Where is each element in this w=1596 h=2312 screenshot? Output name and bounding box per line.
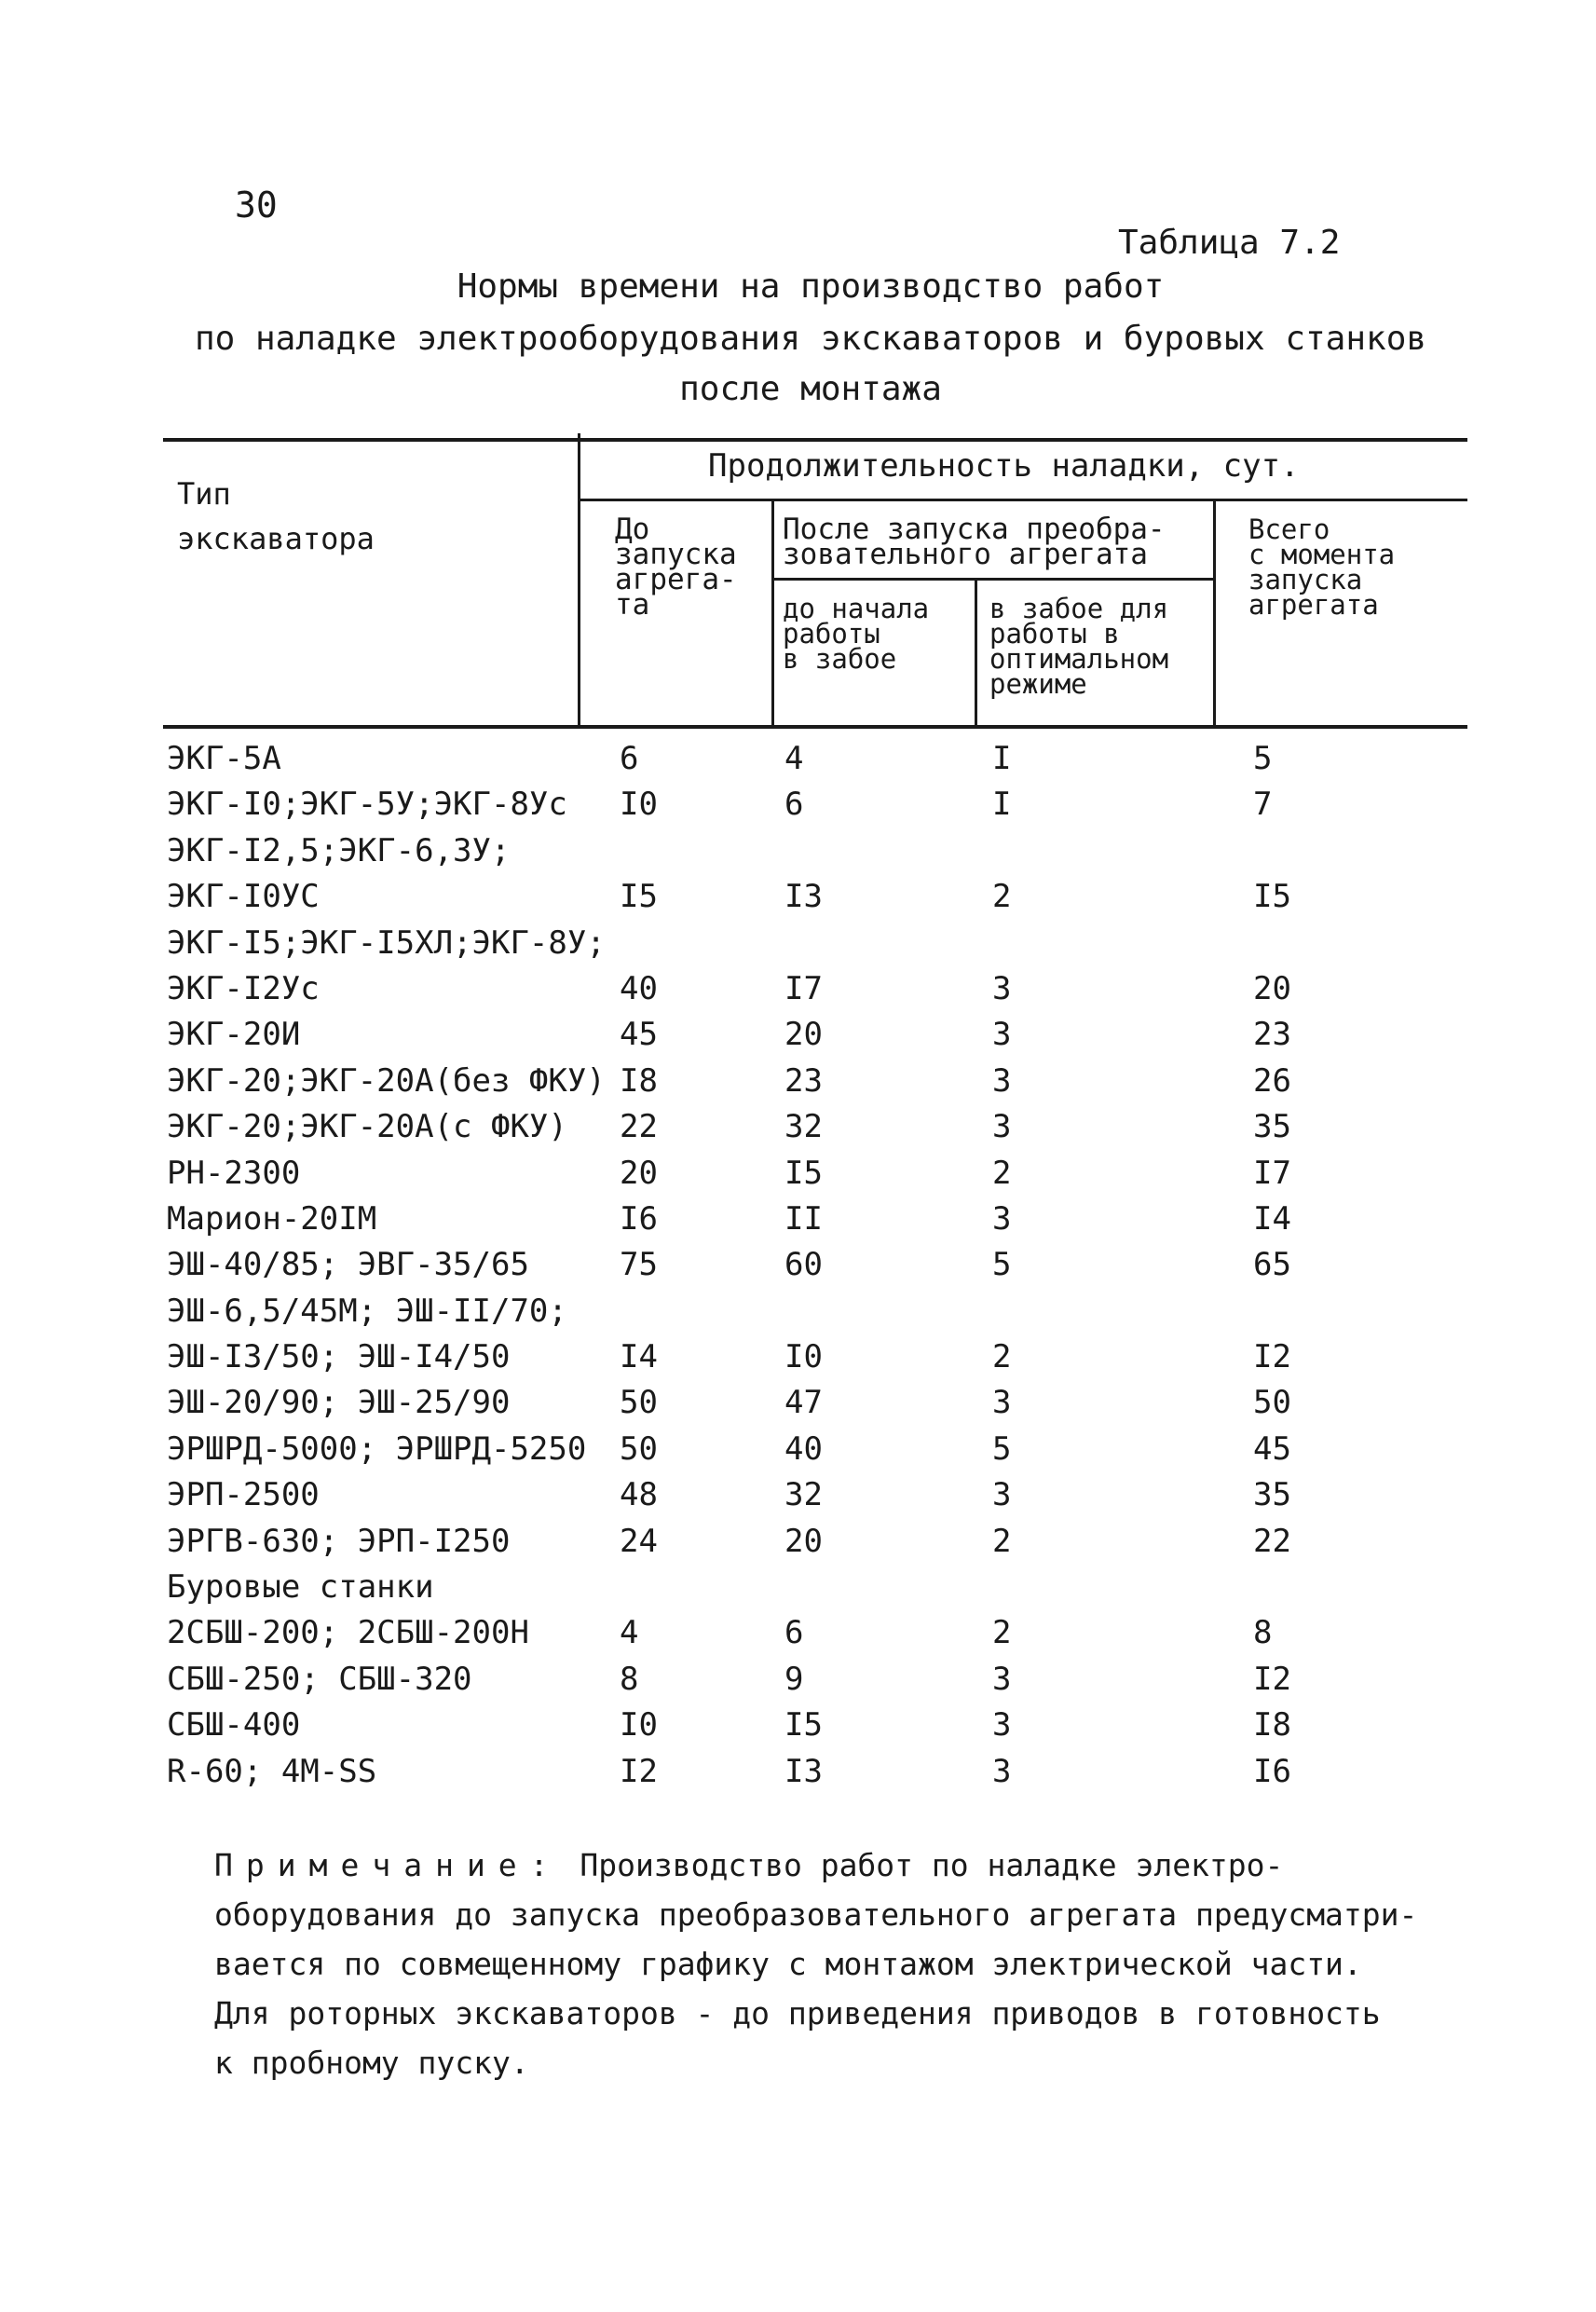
cell-optimal: 3 [992, 1016, 1012, 1054]
cell-optimal: 3 [992, 1061, 1012, 1100]
cell-before-launch: I8 [620, 1061, 658, 1100]
cell-type: СБШ-400 [167, 1706, 301, 1744]
table-row [163, 1519, 1467, 1565]
cell-optimal: 5 [992, 1430, 1012, 1468]
cell-optimal: I [992, 786, 1012, 824]
table-row [163, 1657, 1467, 1703]
cell-type: ЭРШРД-5000; ЭРШРД-5250 [167, 1430, 587, 1468]
table-row [163, 1151, 1467, 1197]
cell-total: I4 [1253, 1199, 1291, 1238]
cell-before-launch: I2 [620, 1752, 658, 1790]
table-title-line-1: Нормы времени на производство работ [457, 267, 1165, 306]
table-title-line-2: по наладке электрооборудования экскаваторов и буровых станков [194, 320, 1427, 358]
header-divider-after [1213, 500, 1216, 727]
note-text-line-5: к пробному пуску. [214, 2045, 529, 2081]
table-row [163, 1242, 1467, 1288]
table-row [163, 1334, 1467, 1380]
cell-to-start: 20 [784, 1522, 823, 1560]
cell-type: Марион-20IМ [167, 1199, 377, 1238]
cell-to-start: I5 [784, 1706, 823, 1744]
cell-to-start: I3 [784, 1752, 823, 1790]
header-divider-before [771, 500, 774, 727]
cell-optimal: 3 [992, 1108, 1012, 1146]
table-body [163, 736, 1467, 1795]
cell-total: 35 [1253, 1476, 1291, 1514]
table-row [163, 966, 1467, 1012]
table-row [163, 1749, 1467, 1795]
cell-optimal: 3 [992, 969, 1012, 1007]
table-row [163, 1703, 1467, 1748]
header-duration-rule [578, 499, 1467, 501]
cell-type: ЭКГ-20;ЭКГ-20А(с ФКУ) [167, 1108, 567, 1146]
cell-total: 35 [1253, 1108, 1291, 1146]
cell-before-launch: I6 [620, 1199, 658, 1238]
cell-before-launch: 45 [620, 1016, 658, 1054]
cell-optimal: 3 [992, 1199, 1012, 1238]
note-text-line-3: вается по совмещенному графику с монтажом электрической части. [214, 1946, 1362, 1982]
table-row [163, 782, 1467, 828]
cell-type: ЭРП-2500 [167, 1476, 320, 1514]
cell-to-start: 47 [784, 1384, 823, 1422]
cell-before-launch: 22 [620, 1108, 658, 1146]
cell-to-start: 4 [784, 740, 804, 777]
header-duration: Продолжительность наладки, сут. [708, 447, 1300, 485]
cell-to-start: I0 [784, 1338, 823, 1376]
note-text-line-2: оборудования до запуска преобразовательного агрегата предусматри- [214, 1896, 1418, 1933]
table-row [163, 1012, 1467, 1058]
cell-optimal: 2 [992, 878, 1012, 916]
cell-total: 5 [1253, 740, 1273, 777]
cell-to-start: II [784, 1199, 823, 1238]
cell-optimal: 2 [992, 1338, 1012, 1376]
cell-type: ЭКГ-I2Ус [167, 969, 320, 1007]
cell-type: R-60; 4М-SS [167, 1752, 377, 1790]
cell-to-start: 32 [784, 1476, 823, 1514]
cell-to-start: 6 [784, 786, 804, 824]
cell-optimal: 3 [992, 1384, 1012, 1422]
table-label: Таблица 7.2 [1118, 224, 1341, 262]
cell-type: ЭКГ-I2,5;ЭКГ-6,3У; [167, 831, 511, 869]
header-total: Всего с момента запуска агрегата [1248, 513, 1396, 621]
header-after-launch-rule [771, 578, 1215, 581]
cell-total: I5 [1253, 878, 1291, 916]
cell-optimal: 2 [992, 1614, 1012, 1652]
cell-optimal: 2 [992, 1154, 1012, 1192]
table-row [163, 874, 1467, 920]
cell-optimal: I [992, 740, 1012, 777]
header-top-rule [163, 438, 1467, 442]
cell-total: 7 [1253, 786, 1273, 824]
header-to-start: до начала работы в забое [783, 593, 930, 675]
cell-before-launch: 8 [620, 1660, 639, 1698]
header-divider-type [578, 433, 580, 727]
cell-optimal: 2 [992, 1522, 1012, 1560]
header-optimal: в забое для работы в оптимальном режиме [989, 593, 1169, 700]
cell-type: ЭШ-I3/50; ЭШ-I4/50 [167, 1338, 511, 1376]
cell-before-launch: 48 [620, 1476, 658, 1514]
cell-total: 45 [1253, 1430, 1291, 1468]
table-row [163, 1472, 1467, 1518]
cell-total: I2 [1253, 1660, 1291, 1698]
note-label: Примечание: [214, 1847, 562, 1883]
cell-before-launch: 50 [620, 1384, 658, 1422]
cell-optimal: 5 [992, 1246, 1012, 1284]
cell-total: 8 [1253, 1614, 1273, 1652]
cell-before-launch: I4 [620, 1338, 658, 1376]
cell-to-start: 60 [784, 1246, 823, 1284]
cell-before-launch: 75 [620, 1246, 658, 1284]
header-after-launch: После запуска преобра- зовательного агрегата [783, 513, 1166, 571]
table-title-line-3: после монтажа [679, 370, 942, 408]
cell-optimal: 3 [992, 1476, 1012, 1514]
cell-before-launch: 50 [620, 1430, 658, 1468]
cell-optimal: 3 [992, 1706, 1012, 1744]
cell-total: 50 [1253, 1384, 1291, 1422]
cell-type: СБШ-250; СБШ-320 [167, 1660, 472, 1698]
cell-before-launch: I0 [620, 786, 658, 824]
cell-total: 23 [1253, 1016, 1291, 1054]
table-row [163, 1565, 1467, 1610]
cell-to-start: I3 [784, 878, 823, 916]
table-row [163, 1427, 1467, 1472]
cell-optimal: 3 [992, 1660, 1012, 1698]
cell-to-start: 40 [784, 1430, 823, 1468]
cell-type: Буровые станки [167, 1568, 434, 1607]
cell-total: I7 [1253, 1154, 1291, 1192]
cell-type: ЭКГ-I5;ЭКГ-I5ХЛ;ЭКГ-8У; [167, 923, 606, 962]
cell-type: ЭШ-6,5/45М; ЭШ-II/70; [167, 1292, 567, 1330]
note-text-line-1: Производство работ по наладке электро- [580, 1847, 1284, 1883]
table-row [163, 1610, 1467, 1656]
cell-type: ЭШ-40/85; ЭВГ-35/65 [167, 1246, 529, 1284]
cell-before-launch: 4 [620, 1614, 639, 1652]
cell-before-launch: I5 [620, 878, 658, 916]
cell-total: 65 [1253, 1246, 1291, 1284]
cell-type: ЭКГ-20;ЭКГ-20А(без ФКУ) [167, 1061, 606, 1100]
table-row [163, 1059, 1467, 1104]
table-row [163, 736, 1467, 782]
cell-to-start: 32 [784, 1108, 823, 1146]
cell-before-launch: 24 [620, 1522, 658, 1560]
header-bottom-rule [163, 725, 1467, 729]
cell-type: ЭКГ-5А [167, 740, 281, 777]
cell-type: ЭРГВ-630; ЭРП-I250 [167, 1522, 511, 1560]
note-text-line-4: Для роторных экскаваторов - до приведения приводов в готовность [214, 1995, 1381, 2032]
cell-total: I8 [1253, 1706, 1291, 1744]
cell-to-start: 9 [784, 1660, 804, 1698]
table-row [163, 828, 1467, 874]
header-divider-start [975, 578, 977, 727]
cell-total: 26 [1253, 1061, 1291, 1100]
table-row [163, 1104, 1467, 1150]
cell-type: РН-2300 [167, 1154, 301, 1192]
table-row [163, 1289, 1467, 1334]
cell-type: ЭКГ-I0;ЭКГ-5У;ЭКГ-8Ус [167, 786, 567, 824]
cell-before-launch: 20 [620, 1154, 658, 1192]
header-before-launch: До запуска агрега- та [615, 513, 737, 622]
table-row [163, 921, 1467, 966]
cell-total: 22 [1253, 1522, 1291, 1560]
cell-before-launch: 40 [620, 969, 658, 1007]
cell-to-start: 23 [784, 1061, 823, 1100]
cell-before-launch: I0 [620, 1706, 658, 1744]
page-number: 30 [235, 185, 278, 226]
cell-to-start: 20 [784, 1016, 823, 1054]
cell-to-start: I5 [784, 1154, 823, 1192]
cell-to-start: 6 [784, 1614, 804, 1652]
cell-optimal: 3 [992, 1752, 1012, 1790]
cell-total: I6 [1253, 1752, 1291, 1790]
table-note [214, 1840, 1425, 2087]
cell-type: ЭШ-20/90; ЭШ-25/90 [167, 1384, 511, 1422]
cell-type: ЭКГ-20И [167, 1016, 301, 1054]
cell-type: ЭКГ-I0УС [167, 878, 320, 916]
cell-type: 2СБШ-200; 2СБШ-200Н [167, 1614, 529, 1652]
cell-total: I2 [1253, 1338, 1291, 1376]
cell-to-start: I7 [784, 969, 823, 1007]
table-row [163, 1197, 1467, 1242]
cell-before-launch: 6 [620, 740, 639, 777]
cell-total: 20 [1253, 969, 1291, 1007]
table-row [163, 1380, 1467, 1426]
header-type-column: Тип экскаватора [177, 476, 375, 556]
